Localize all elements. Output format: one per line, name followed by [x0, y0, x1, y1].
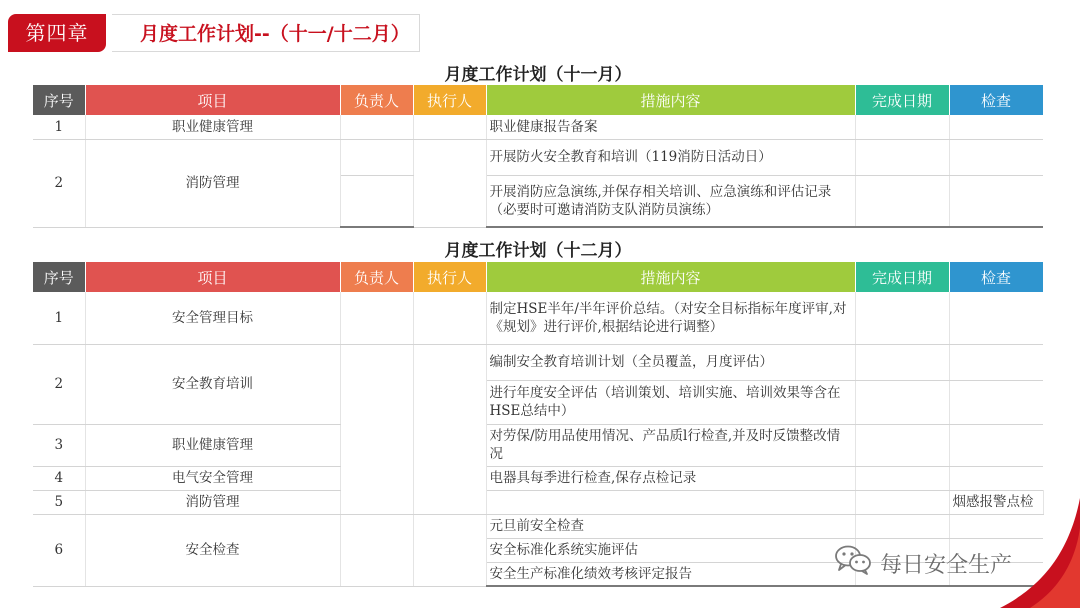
- chapter-tab: 第四章: [8, 14, 106, 52]
- executor-cell: [855, 490, 949, 514]
- due-date-cell: [855, 514, 949, 538]
- measure-cell: 职业健康报告备案: [486, 115, 855, 139]
- owner-cell: [340, 292, 413, 344]
- november-plan-title: 月度工作计划（十一月）: [444, 65, 632, 85]
- row-no: 1: [33, 115, 85, 139]
- row-no: 2: [33, 139, 85, 227]
- col-header-no: 序号: [33, 262, 85, 292]
- col-header-owner: 负责人: [340, 262, 413, 292]
- row-item: 安全管理目标: [85, 292, 340, 344]
- executor-cell: [413, 115, 486, 139]
- row-item: 职业健康管理: [85, 115, 340, 139]
- check-cell: [949, 115, 1043, 139]
- measure-cell: 安全生产标准化绩效考核评定报告: [486, 562, 855, 586]
- due-date-cell: [855, 292, 949, 344]
- due-date-cell: [855, 380, 949, 424]
- due-date-cell: [855, 139, 949, 175]
- row-no: 3: [33, 424, 85, 466]
- row-item: 安全检查: [85, 514, 340, 586]
- table-row: [33, 344, 1043, 380]
- measure-cell: 元旦前安全检查: [486, 514, 855, 538]
- check-cell: [949, 424, 1043, 466]
- col-header-item: 项目: [85, 262, 340, 292]
- table-row: [33, 139, 1043, 175]
- due-date-cell: [855, 466, 949, 490]
- december-plan-title: 月度工作计划（十二月）: [444, 241, 632, 261]
- check-cell: [949, 466, 1043, 490]
- row-no: 1: [33, 292, 85, 344]
- row-item: 消防管理: [85, 139, 340, 227]
- owner-cell: [340, 115, 413, 139]
- owner-cell: [340, 514, 413, 586]
- watermark: [834, 545, 1012, 581]
- executor-cell: [413, 292, 486, 344]
- col-header-check: 检查: [949, 85, 1043, 115]
- col-header-owner: 负责人: [340, 85, 413, 115]
- row-no: 2: [33, 344, 85, 424]
- table-row: [33, 490, 1043, 514]
- measure-cell: 编制安全教育培训计划（全员覆盖，月度评估）: [486, 344, 855, 380]
- watermark-text: 每日安全生产: [880, 552, 1013, 578]
- col-header-no: 序号: [33, 85, 85, 115]
- measure-cell: 烟感报警点检: [949, 490, 1043, 514]
- measure-cell: 对劳保/防用品使用情况、产品质l行检查,并及时反馈整改情况: [486, 424, 855, 466]
- check-cell: [949, 175, 1043, 227]
- owner-cell: [486, 490, 855, 514]
- col-header-measures: 措施内容: [486, 262, 855, 292]
- table-row: [33, 424, 1043, 466]
- check-cell: [949, 380, 1043, 424]
- page-title: 月度工作计划--（十一/十二月）: [112, 14, 420, 52]
- table-row: [33, 466, 1043, 490]
- due-date-cell: [855, 344, 949, 380]
- owner-cell: [340, 175, 413, 227]
- table-header-row: [33, 85, 1043, 115]
- measure-cell: 开展防火安全教育和培训（119消防日活动日）: [486, 139, 855, 175]
- executor-cell: [413, 344, 486, 514]
- measure-cell: 安全标准化系统实施评估: [486, 538, 855, 562]
- table-row: [33, 115, 1043, 139]
- check-cell: [949, 292, 1043, 344]
- row-item: 电气安全管理: [85, 466, 340, 490]
- measure-cell: 开展消防应急演练,并保存相关培训、应急演练和评估记录（必要时可邀请消防支队消防员演练）: [486, 175, 855, 227]
- col-header-due-date: 完成日期: [855, 85, 949, 115]
- due-date-cell: [855, 175, 949, 227]
- november-plan-table: [33, 85, 1044, 228]
- row-no: 6: [33, 514, 85, 586]
- executor-cell: [413, 514, 486, 586]
- row-item: 消防管理: [85, 490, 340, 514]
- col-header-executor: 执行人: [413, 85, 486, 115]
- row-no: 5: [33, 490, 85, 514]
- corner-swoosh-decoration: [990, 498, 1080, 608]
- wechat-icon: [834, 544, 872, 582]
- table-row: [33, 514, 1043, 538]
- measure-cell: 制定HSE半年/半年评价总结。（对安全目标指标年度评审,对《规划》进行评价,根据结论进行调整）: [486, 292, 855, 344]
- col-header-check: 检查: [949, 262, 1043, 292]
- due-date-cell: [855, 424, 949, 466]
- executor-cell: [413, 139, 486, 227]
- table-row: [33, 292, 1043, 344]
- owner-cell: [340, 344, 413, 514]
- col-header-due-date: 完成日期: [855, 262, 949, 292]
- col-header-executor: 执行人: [413, 262, 486, 292]
- due-date-cell: [855, 115, 949, 139]
- table-header-row: [33, 262, 1043, 292]
- col-header-item: 项目: [85, 85, 340, 115]
- december-plan-table: [33, 262, 1043, 587]
- check-cell: [949, 344, 1043, 380]
- col-header-measures: 措施内容: [486, 85, 855, 115]
- check-cell: [949, 139, 1043, 175]
- row-item: 职业健康管理: [85, 424, 340, 466]
- measure-cell: 电器具每季进行检查,保存点检记录: [486, 466, 855, 490]
- measure-cell: 进行年度安全评估（培训策划、培训实施、培训效果等含在HSE总结中）: [486, 380, 855, 424]
- row-no: 4: [33, 466, 85, 490]
- owner-cell: [340, 139, 413, 175]
- row-item: 安全教育培训: [85, 344, 340, 424]
